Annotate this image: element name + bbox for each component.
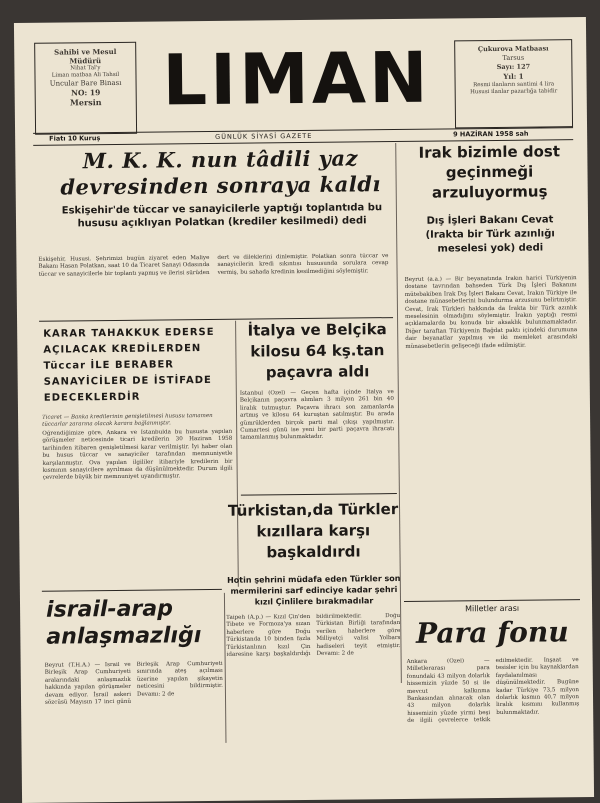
italya-headline: İtalya ve Belçika kilosu 64 kş.tan paçavra aldı: [247, 320, 387, 382]
turkistan-subhead: Hotin şehrini müdafa eden Türkler son mermilerini sarf edinciye kadar şehri kızıl Çinlilere bırakmadılar: [227, 573, 401, 607]
irak-headline: Irak bizimle dost geçinmeği arzuluyormuş: [418, 142, 561, 202]
italya-body: İstanbul (Özel) — Geçen hafta içinde İtalya ve Belçikanın paçavra alımları 3 milyon 261 bin 40 liralık tutmuştur. Paçavra ihracı son zamanlarda artmış ve kilosu 64 kuruştan satılmıştır. Bu arada gümrüklerden birçok parti mal çıkışı yapılmıştır. Cumartesi günü ise yeni bir parti paçavra ihracatı tamamlanmış bulunmaktadır.: [239, 389, 395, 442]
publisher-box: [34, 42, 137, 135]
karar-body: Öğrendiğimize göre, Ankara ve İstanbulda bu hususta yapılan görüşmeler neticesinde ticari kredilerin 30 Haziran 1958 tarihinden itibaren genişletilmesi karar verilmiştir. İyi haber olan bu husus tüccar ve sanayiciler tarafından memnuniyetle karşılanmıştır. Ova yapılan ilgililer itibariyle kredilerin bir kısmının sanayicilere ayrılması da düşünülmektedir. Durum ilgili çevrelerde büyük bir memnuniyet uyandırmıştır.: [42, 428, 233, 482]
printer-line: Yıl: 1: [503, 71, 524, 81]
masthead-title: LIMAN: [162, 36, 431, 122]
para-headline: Para fonu: [415, 615, 569, 650]
printer-line: Resmi ilanların santimi 4 lira: [473, 81, 555, 89]
publisher-line: Müdürü: [69, 56, 102, 66]
printer-line: Tarsus: [502, 53, 525, 62]
israil-body: Beyrut (T.H.A.) — İsrail ve Birleşik Arap Cumhuriyeti aralarındaki anlaşmazlık hakkında yapılan görüşmeler devam ediyor. İsrail askeri sözcüsü Mayısın 17 inci günü Birleşik Arap Cumhuriyeti sınırında ateş açılması üzerine yapılan şikayetin neticesini bildirmiştir. Devamı: 2 de: [44, 660, 223, 706]
printer-line: Hususi ilanlar pazarlığa tabidir: [470, 88, 558, 96]
turkistan-headline: Türkistan,da Türkler kızıllara karşı başkaldırdı: [227, 500, 399, 562]
date: 9 HAZİRAN 1958 sah: [453, 129, 529, 139]
para-kicker: Milletler arası: [464, 603, 520, 614]
publisher-line: Sahibi ve Mesul: [54, 46, 117, 57]
newspaper-page: [14, 17, 594, 803]
subtitle: GÜNLÜK SİYASİ GAZETE: [215, 131, 313, 141]
publisher-line: Mersin: [69, 97, 102, 108]
rule: [42, 589, 222, 592]
printer-line: Çukurova Matbaası: [477, 44, 549, 54]
publisher-line: Uncular Bare Binası: [49, 78, 122, 88]
price: Fiatı 10 Kuruş: [49, 134, 101, 143]
publisher-line: NO: 19: [71, 88, 101, 98]
irak-subhead: Dış İşleri Bakanı Cevat (Irakta bir Türk azınlığı meselesi yok) dedi: [425, 214, 555, 255]
publisher-line: Nihat Tal'y: [70, 65, 101, 72]
publisher-line: Liman matbaa Ali Tahsil: [51, 71, 120, 79]
mkk-headline: M. K. K. nun tâdili yaz devresinden sonraya kaldı: [60, 145, 382, 200]
printer-line: Sayı: 127: [496, 62, 531, 71]
irak-body: Beyrut (a.a.) — Bir beyanatında Irakın harici Türkiyenin dostane tavrından bahseden Türk Dış İşleri Bakanını mütebakiben Irak Dış İşleri Bakanı Cevat, Irakın Türkiye ile dostane münasebetlerini bulundurma arzusunu belirtmiştir. Cevat, Irak Türkleri hakkında da Irakta bir Türk azınlık meselesinin olmadığını söylemiştir. İrakın yaptığı resmi açıklamalarda bu konuda bir aksaklık bulunmamaktadır. Diğer taraftan Türkiyenin Bağdat paktı içindeki durumuna dair beyanatlar yapılmış ve iki memleket arasındaki münasebetlerin gelişeceği ifade edilmiştir.: [404, 275, 578, 350]
mkk-body: Eskişehir, Hususi. Şehrimizi bugün ziyaret eden Maliye Bakanı Hasan Polatkan, saat 10 da Ticaret Sanayi Odasında tüccar ve sanayicilerle bir toplantı yapmış ve ilerisi sürüden dert ve dileklerini dinlemiştir. Polatkan sonra tüccar ve sanayicilerin kredi sıkıntısı hususunda sorulara cevap vermiş, bu sahada kredinin kesilmediğini söylemiştir.: [38, 253, 389, 278]
rule: [404, 599, 580, 602]
karar-headline: KARAR TAHAKKUK EDERSE AÇILACAK KREDİLERDEN Tüccar İLE BERABER SANAYİCİLER DE İSTİFADE EDECEKLERDİR: [43, 326, 215, 404]
para-body: Ankara (Özel) — Milletlerarası para fonundaki 43 milyon dolarlık hissemizin yüzde 50 si ile mevcut kalkınma Bankasından alınacak olan 43 milyon dolarlık hissemizin yüzde yirmi beşi de ilgili çevrelerce tetkik edilmektedir. İnşaat ve tesisler için bu kaynaklardan faydalanılması düşünülmektedir. Bugüne kadar Türkiye 73,5 milyon dolarlık kısmın 40,7 milyon liralık kısmını kullanmış bulunmaktadır.: [406, 657, 580, 725]
rule: [241, 493, 397, 496]
mkk-subhead: Eskişehir'de tüccar ve sanayicilerle yaptığı toplantıda bu hususu açıklıyan Polatkan (krediler kesilmedi) dedi: [61, 202, 383, 230]
israil-headline: israil-arap anlaşmazlığı: [45, 596, 202, 650]
karar-lead: Ticaret — Banka kredilerinin genişletilmesi hususu tamamen tüccarlar zararına olacak karara bağlanmıştır.: [42, 412, 213, 428]
printer-box: [454, 39, 573, 128]
turkistan-body: Taipeh (A.p.) — Kızıl Çin'den Tibete ve Formoza'ya sızan haberlere göre Doğu Türkistanda 10 binden fazla Türkistanlının kızıl Çin idaresine karşı başkaldırdığı bildirilmektedir. Doğu Türkistan Birliği tarafından verilen haberlere göre Milliyetçi valisi Yolbars hadiseleri teyit etmiştir. Devamı: 2 de: [226, 613, 401, 658]
